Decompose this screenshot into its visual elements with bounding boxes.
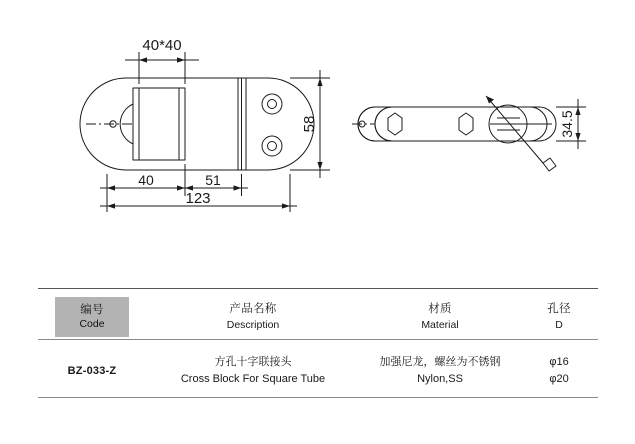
arrow-58-bottom: [317, 162, 322, 170]
front-square-socket-outer: [133, 88, 185, 160]
dim-text-58: 58: [301, 115, 318, 133]
diameter-value-2: φ20: [549, 373, 569, 385]
desc-en: Cross Block For Square Tube: [180, 373, 326, 385]
spec-table: [38, 288, 598, 398]
header-code-cn: 编号: [80, 304, 104, 317]
front-screw-hole-top-inner: [268, 100, 277, 109]
leader-arrow: [486, 96, 494, 104]
front-screw-hole-bottom-inner: [268, 142, 277, 151]
header-material-cn: 材质: [428, 303, 452, 316]
side-hex-socket-left: [388, 113, 402, 135]
front-screw-hole-bottom-outer: [262, 136, 282, 156]
arrow-345-bottom: [575, 133, 580, 141]
desc-cn: 方孔十字联接头: [214, 355, 292, 368]
header-code-en: Code: [79, 317, 105, 330]
table-header-row: [38, 295, 598, 339]
diameter-value-1: φ16: [549, 355, 569, 368]
header-cell-diameter: [520, 295, 598, 339]
dim-text-40: 40: [138, 172, 154, 188]
front-square-socket-inner: [139, 88, 179, 160]
header-diameter-en: D: [555, 318, 563, 331]
front-screw-hole-top-outer: [262, 94, 282, 114]
cell-material: [360, 354, 520, 388]
material-cn: 加强尼龙，螺丝为不锈钢: [379, 355, 501, 368]
material-en: Nylon,SS: [417, 373, 463, 385]
header-material-en: Material: [421, 318, 459, 331]
arrow-123-right: [282, 203, 290, 208]
side-hex-socket-middle: [459, 113, 473, 135]
table-row: [38, 345, 598, 397]
cell-description: [146, 354, 360, 388]
table-bottom-rule: [38, 397, 598, 398]
header-cell-description: [146, 295, 360, 339]
side-view: [352, 96, 586, 171]
arrow-58-top: [317, 78, 322, 86]
header-desc-cn: 产品名称: [229, 303, 277, 316]
dim-text-51: 51: [205, 172, 221, 188]
code-badge: [55, 297, 129, 337]
cell-code: [38, 365, 146, 377]
header-diameter-cn: 孔径: [547, 303, 571, 316]
arrow-40x40-right: [177, 57, 185, 62]
arrow-51-right: [234, 185, 242, 190]
arrow-40-left: [107, 185, 115, 190]
screw-detail-shape: [543, 158, 556, 171]
code-value: BZ-033-Z: [67, 365, 117, 377]
arrow-123-left: [107, 203, 115, 208]
header-cell-material: [360, 295, 520, 339]
arrow-345-top: [575, 107, 580, 115]
cell-diameter: [520, 354, 598, 388]
arrow-40x40-left: [139, 57, 147, 62]
front-view: [80, 52, 330, 212]
dim-text-123: 123: [185, 190, 211, 207]
header-cell-code: [38, 295, 146, 339]
dim-text-345: 34.5: [559, 110, 575, 138]
header-desc-en: Description: [226, 318, 280, 331]
dim-text-40x40: 40*40: [142, 37, 182, 54]
